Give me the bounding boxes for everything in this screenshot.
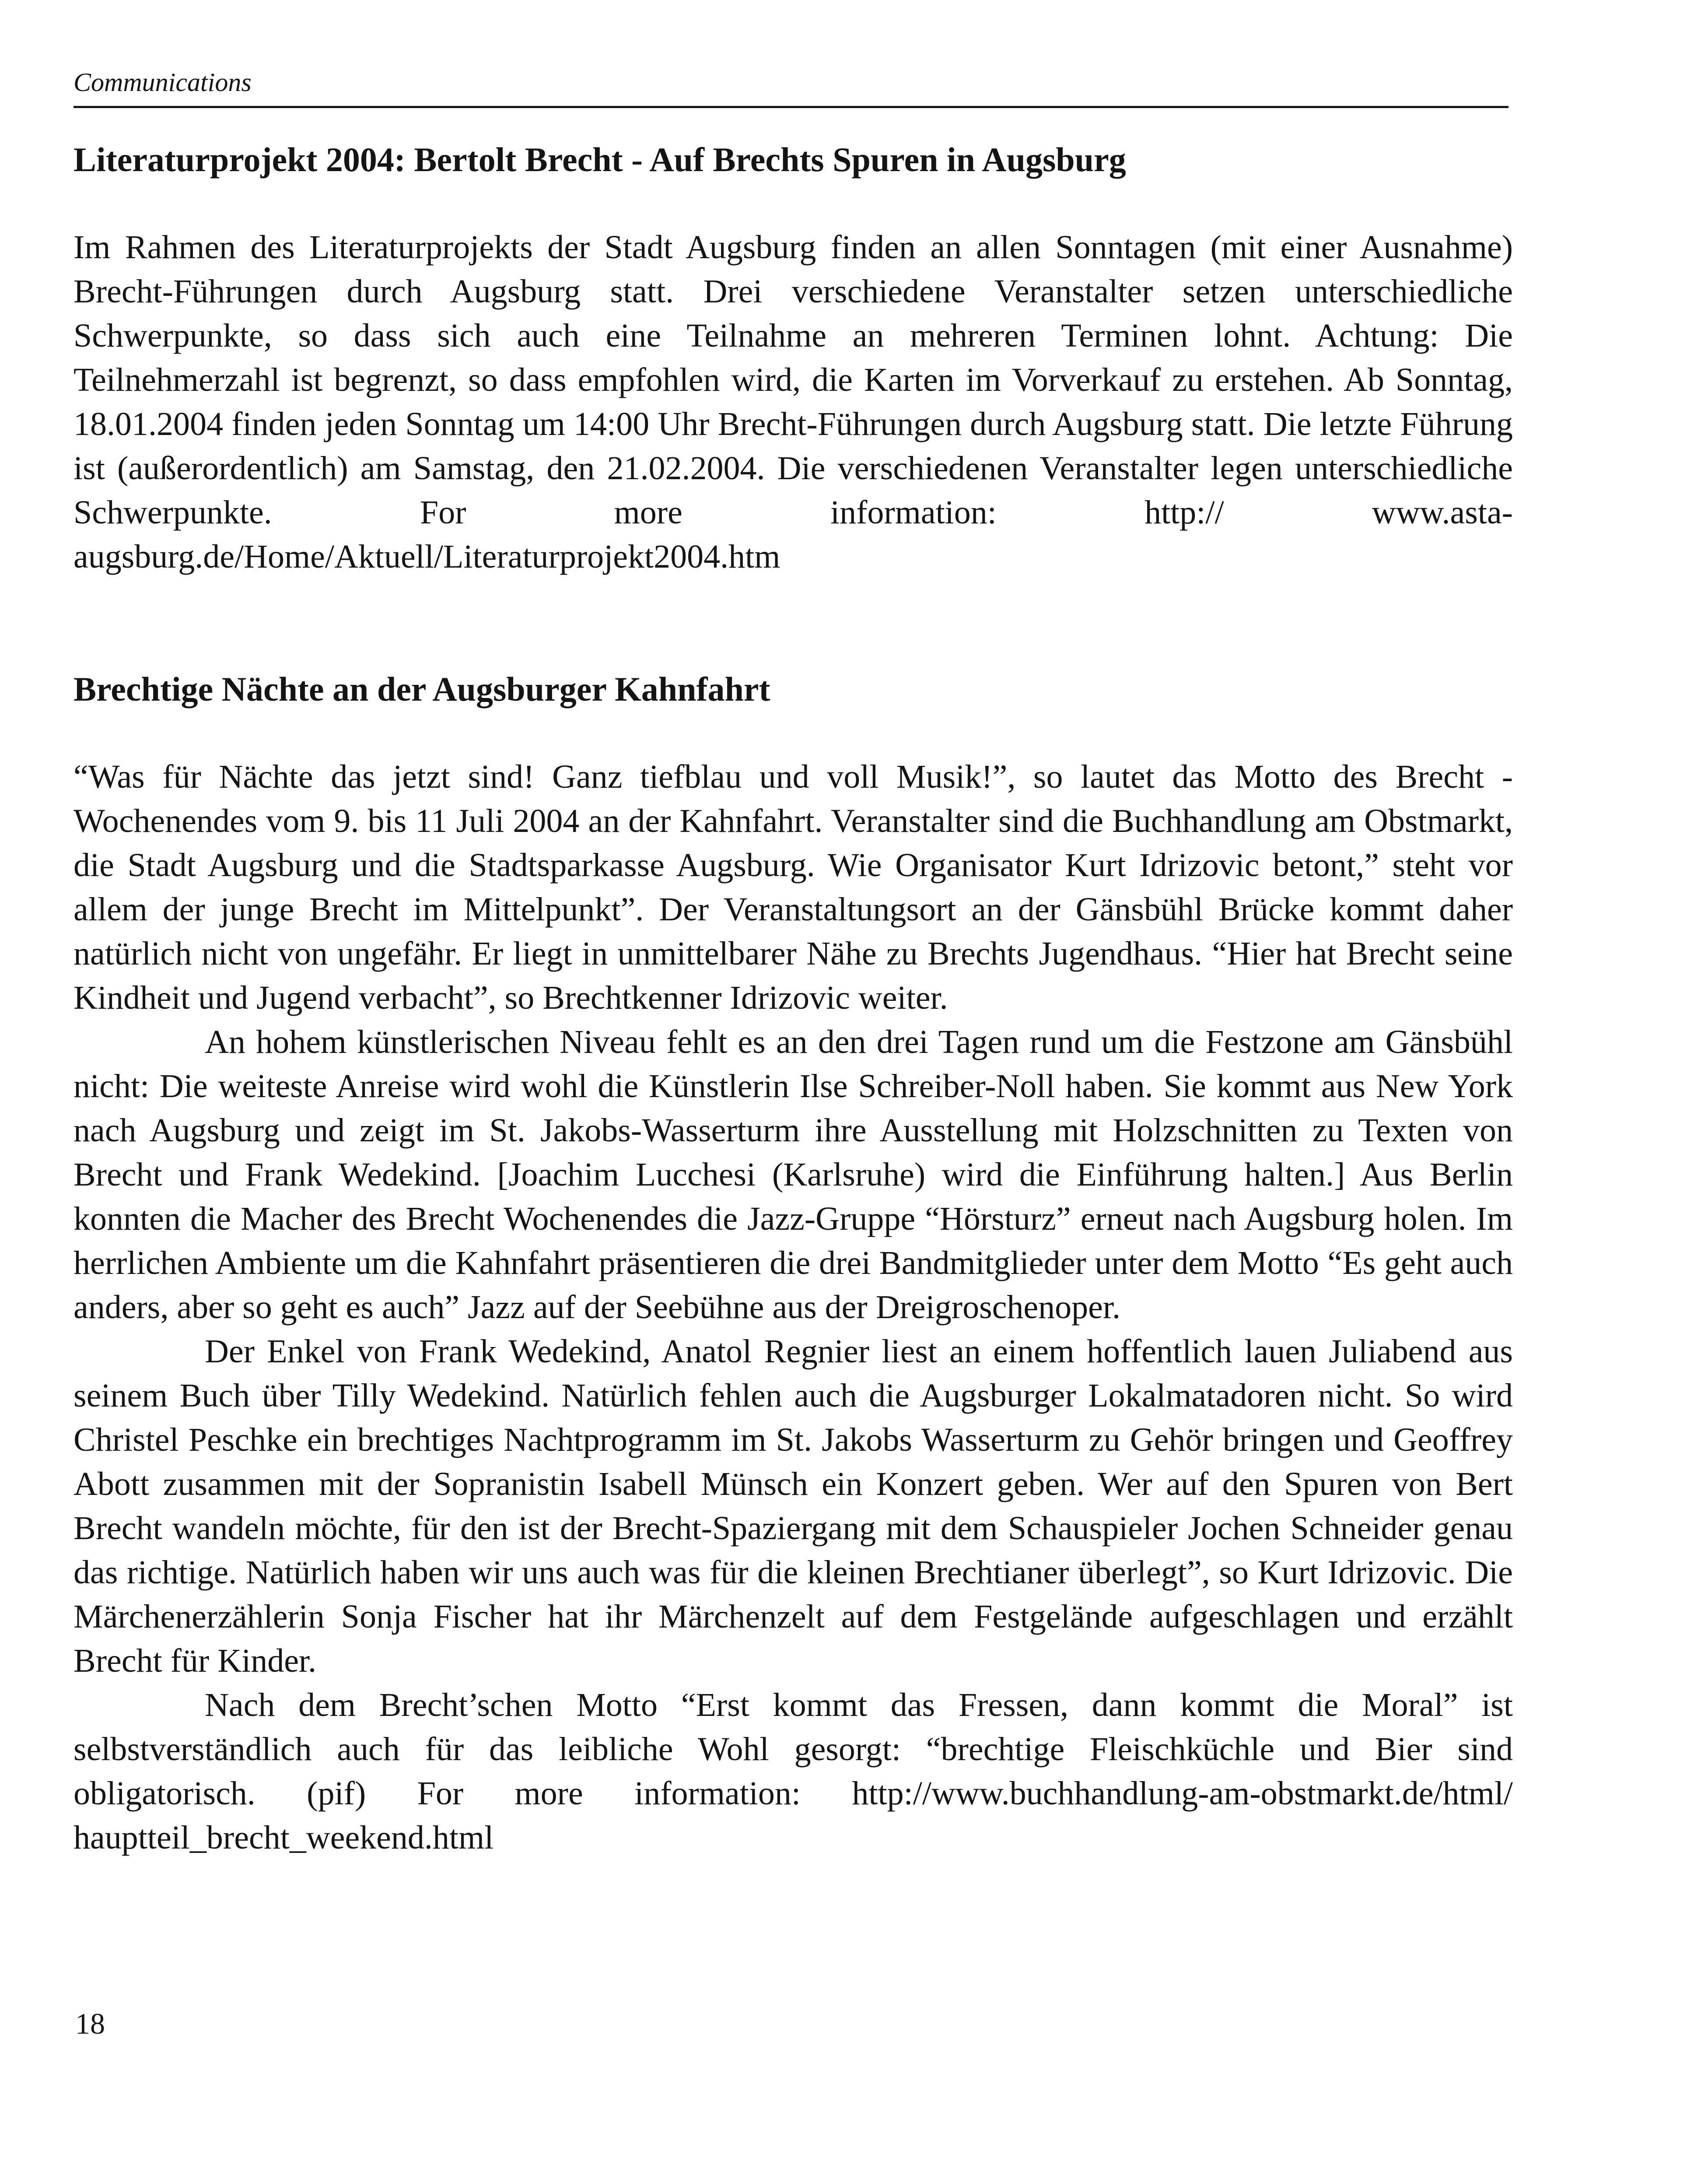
article-paragraph: Im Rahmen des Literaturprojekts der Stadt Augsburg finden an allen Sonntagen (mit einer Ausnahme) Brecht-Führungen durch Augsburg statt. Drei verschiedene Veranstalter setzen unterschiedliche Schwerpunkte, so dass sich auch eine Teilnahme an mehreren Terminen lohnt. Achtung: Die Teilnehmerzahl ist begrenzt, so dass empfohlen wird, die Karten im Vorverkauf zu erstehen. Ab Sonntag, 18.01.2004 finden jeden Sonntag um 14:00 Uhr Brecht-Führungen durch Augsburg statt. Die letzte Führung ist (außerordentlich) am Samstag, den 21.02.2004. Die verschiedenen Veranstalter legen unterschiedliche Schwerpunkte. For more information: http:// www.asta-augsburg.de/Home/Aktuell/Literaturprojekt2004.htm [74, 229, 1513, 575]
article-title: Brechtige Nächte an der Augsburger Kahnfahrt [74, 670, 770, 708]
article-literaturprojekt [74, 138, 1513, 579]
header-rule [74, 106, 1508, 108]
article-paragraph: An hohem künstlerischen Niveau fehlt es an den drei Tagen rund um die Festzone am Gänsbühl nicht: Die weiteste Anreise wird wohl die Künstlerin Ilse Schreiber-Noll haben. Sie kommt aus New York nach Augsburg und zeigt im St. Jakobs-Wasserturm ihre Ausstellung mit Holzschnitten zu Texten von Brecht und Frank Wedekind. [Joachim Lucchesi (Karlsruhe) wird die Einführung halten.] Aus Berlin konnten die Macher des Brecht Wochenendes die Jazz-Gruppe “Hörsturz” erneut nach Augsburg holen. Im herrlichen Ambiente um die Kahnfahrt präsentieren die drei Bandmitglieder unter dem Motto “Es geht auch anders, aber so geht es auch” Jazz auf der Seebühne aus der Dreigroschenoper. [74, 1024, 1513, 1326]
article-title: Literaturprojekt 2004: Bertolt Brecht - Auf Brechts Spuren in Augsburg [74, 140, 1126, 179]
article-paragraph: Nach dem Brecht’schen Motto “Erst kommt das Fressen, dann kommt die Moral” ist selbstverständlich auch für das leibliche Wohl gesorgt: “brechtige Fleischküchle und Bier sind obligatorisch. (pif) For more information: http://www.buchhandlung-am-obstmarkt.de/html/ hauptteil_brecht_weekend.html [74, 1687, 1513, 1856]
article-paragraph: “Was für Nächte das jetzt sind! Ganz tiefblau und voll Musik!”, so lautet das Motto des Brecht - Wochenendes vom 9. bis 11 Juli 2004 an der Kahnfahrt. Veranstalter sind die Buchhandlung am Obstmarkt, die Stadt Augsburg und die Stadtsparkasse Augsburg. Wie Organisator Kurt Idrizovic betont,” steht vor allem der junge Brecht im Mittelpunkt”. Der Veranstaltungsort an der Gänsbühl Brücke kommt daher natürlich nicht von ungefähr. Er liegt in unmittelbarer Nähe zu Brechts Jugendhaus. “Hier hat Brecht seine Kindheit und Jugend verbacht”, so Brechtkenner Idrizovic weiter. [74, 758, 1513, 1016]
article-paragraph: Der Enkel von Frank Wedekind, Anatol Regnier liest an einem hoffentlich lauen Juliabend aus seinem Buch über Tilly Wedekind. Natürlich fehlen auch die Augsburger Lokalmatadoren nicht. So wird Christel Peschke ein brechtiges Nachtprogramm im St. Jakobs Wasserturm zu Gehör bringen und Geoffrey Abott zusammen mit der Sopranistin Isabell Münsch ein Konzert geben. Wer auf den Spuren von Bert Brecht wandeln möchte, für den ist der Brecht-Spaziergang mit dem Schauspieler Jochen Schneider genau das richtige. Natürlich haben wir uns auch was für die kleinen Brechtianer überlegt”, so Kurt Idrizovic. Die Märchenerzählerin Sonja Fischer hat ihr Märchenzelt auf dem Festgelände aufgeschlagen und erzählt Brecht für Kinder. [74, 1333, 1513, 1679]
running-header: Communications [74, 68, 252, 97]
page-number: 18 [75, 2007, 105, 2040]
article-brechtige-naechte [74, 667, 1513, 1860]
